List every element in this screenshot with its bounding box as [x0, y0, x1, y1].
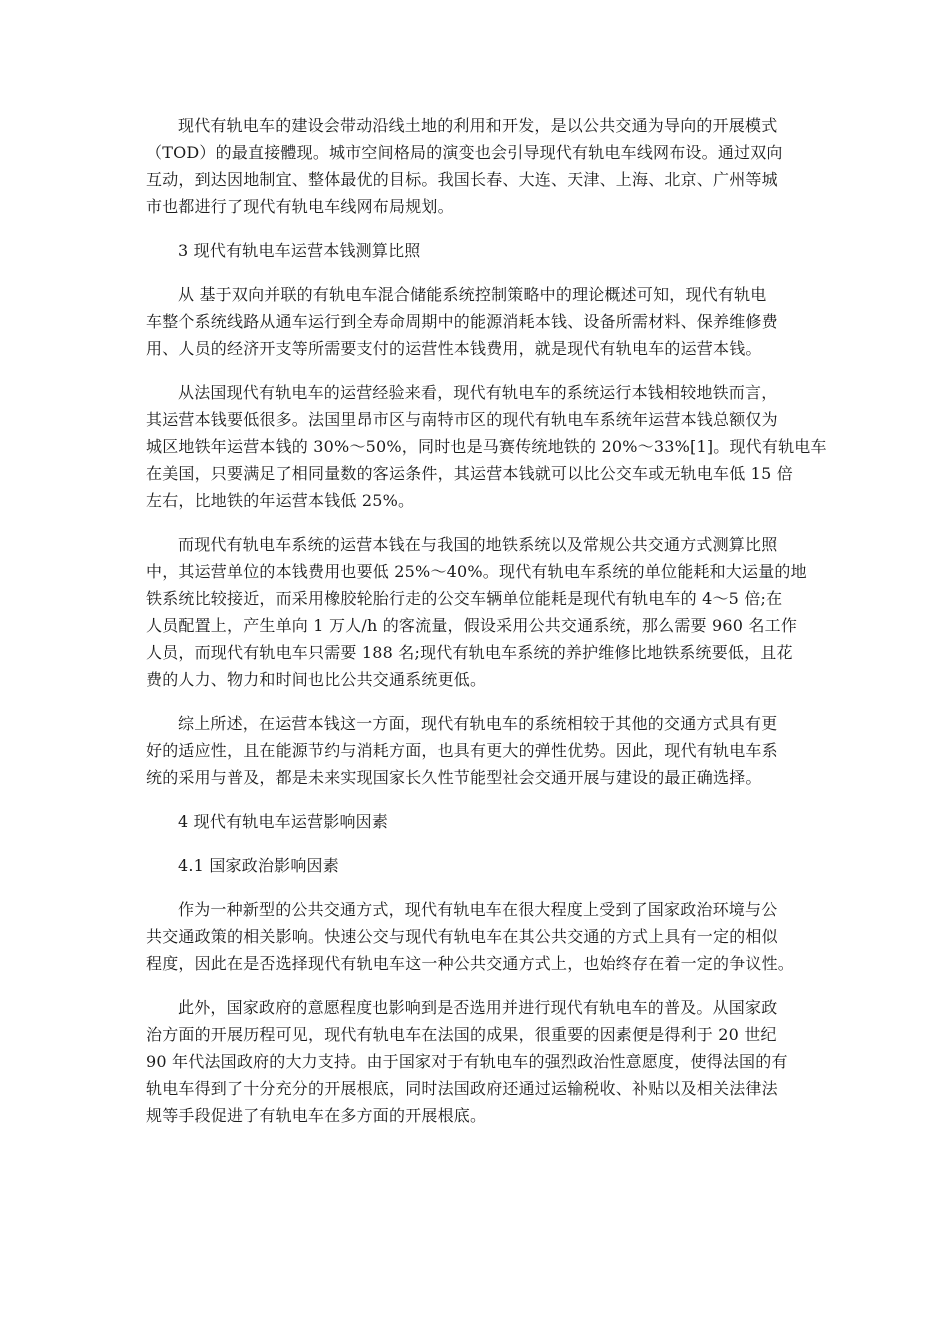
text-line: 90 年代法国政府的大力支持。由于国家对于有轨电车的强烈政治性意愿度，使得法国的有 [146, 1052, 788, 1071]
text-line: 城区地铁年运营本钱的 30%～50%，同时也是马赛传统地铁的 20%～33%[1]。现代有轨电车 [146, 437, 827, 456]
text-line: 轨电车得到了十分充分的开展根底，同时法国政府还通过运输税收、补贴以及相关法律法 [146, 1079, 778, 1098]
text-line: 综上所述，在运营本钱这一方面，现代有轨电车的系统相较于其他的交通方式具有更 [178, 714, 778, 733]
text-line: 共交通政策的相关影响。快速公交与现代有轨电车在其公共交通的方式上具有一定的相似 [146, 927, 778, 946]
text-line: 在美国，只要满足了相同量数的客运条件，其运营本钱就可以比公交车或无轨电车低 15 倍 [146, 464, 793, 483]
paragraph-operating-cost-definition [146, 281, 806, 362]
section-heading-3: 3 现代有轨电车运营本钱测算比照 [178, 241, 421, 260]
text-line: 中，其运营单位的本钱费用也要低 25%～40%。现代有轨电车系统的单位能耗和大运量的地 [146, 562, 807, 581]
text-line: 此外，国家政府的意愿程度也影响到是否选用并进行现代有轨电车的普及。从国家政 [178, 998, 778, 1017]
text-line: 铁系统比较接近，而采用橡胶轮胎行走的公交车辆单位能耗是现代有轨电车的 4～5 倍;在 [146, 589, 783, 608]
document-page [146, 112, 827, 1146]
paragraph-government-will [146, 994, 806, 1129]
text-line: （TOD）的最直接體现。城市空间格局的演变也会引导现代有轨电车线网布设。通过双向 [146, 143, 783, 162]
text-line: 治方面的开展历程可见，现代有轨电车在法国的成果，很重要的因素便是得利于 20 世纪 [146, 1025, 777, 1044]
text-line: 车整个系统线路从通车运行到全寿命周期中的能源消耗本钱、设备所需材料、保养维修费 [146, 312, 778, 331]
text-line: 从法国现代有轨电车的运营经验来看，现代有轨电车的系统运行本钱相较地铁而言， [178, 383, 778, 402]
text-line: 作为一种新型的公共交通方式，现代有轨电车在很大程度上受到了国家政治环境与公 [178, 900, 778, 919]
text-line: 左右，比地铁的年运营本钱低 25%。 [146, 491, 415, 510]
text-line: 而现代有轨电车系统的运营本钱在与我国的地铁系统以及常规公共交通方式测算比照 [178, 535, 778, 554]
text-line: 用、人员的经济开支等所需要支付的运营性本钱费用，就是现代有轨电车的运营本钱。 [146, 339, 762, 358]
text-line: 统的采用与普及，都是未来实现国家长久性节能型社会交通开展与建设的最正确选择。 [146, 768, 762, 787]
paragraph-summary [146, 710, 806, 791]
paragraph-policy-influence [146, 896, 806, 977]
text-line: 互动，到达因地制宜、整体最优的目标。我国长春、大连、天津、上海、北京、广州等城 [146, 170, 778, 189]
text-line: 程度，因此在是否选择现代有轨电车这一种公共交通方式上，也始终存在着一定的争议性。 [146, 954, 795, 973]
text-line: 市也都进行了现代有轨电车线网布局规划。 [146, 197, 454, 216]
text-line: 好的适应性，且在能源节约与消耗方面，也具有更大的弹性优势。因此，现代有轨电车系 [146, 741, 778, 760]
text-line: 从 基于双向并联的有轨电车混合储能系统控制策略中的理论概述可知，现代有轨电 [178, 285, 767, 304]
section-heading-4: 4 现代有轨电车运营影响因素 [178, 812, 389, 831]
text-line: 费的人力、物力和时间也比公共交通系统更低。 [146, 670, 487, 689]
text-line: 规等手段促进了有轨电车在多方面的开展根底。 [146, 1106, 487, 1125]
paragraph-tod [146, 112, 806, 220]
text-line: 现代有轨电车的建设会带动沿线土地的利用和开发，是以公共交通为导向的开展模式 [178, 116, 778, 135]
paragraph-france-experience [146, 379, 827, 514]
subsection-heading-4-1: 4.1 国家政治影响因素 [178, 856, 339, 875]
text-line: 其运营本钱要低很多。法国里昂市区与南特市区的现代有轨电车系统年运营本钱总额仅为 [146, 410, 778, 429]
text-line: 人员，而现代有轨电车只需要 188 名;现代有轨电车系统的养护维修比地铁系统要低，且花 [146, 643, 793, 662]
text-line: 人员配置上，产生单向 1 万人/h 的客流量，假设采用公共交通系统，那么需要 960 名工作 [146, 616, 798, 635]
paragraph-china-comparison [146, 531, 806, 693]
